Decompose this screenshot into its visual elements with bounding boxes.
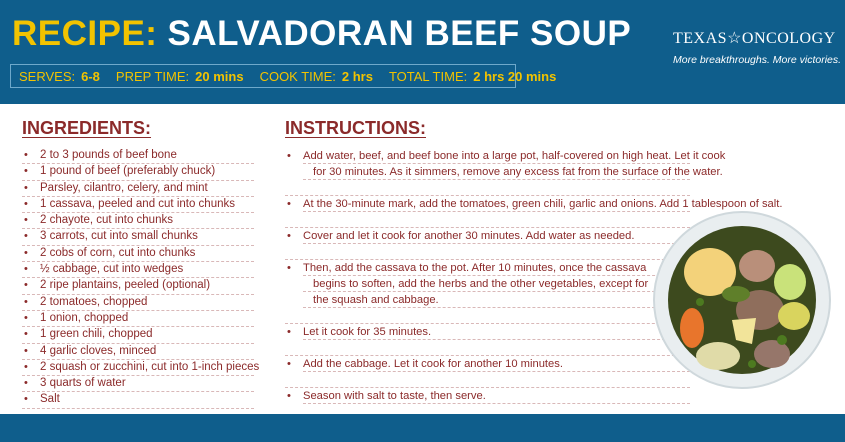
meta-total-time bbox=[389, 69, 556, 84]
instruction-line: for 30 minutes. As it simmers, remove any excess fat from the surface of the water. bbox=[303, 164, 690, 180]
ingredient-item: • 1 pound of beef (preferably chuck) bbox=[22, 164, 254, 180]
instruction-spacer bbox=[285, 340, 690, 356]
instructions-heading: INSTRUCTIONS: bbox=[285, 118, 426, 138]
soup-bowl-image bbox=[652, 210, 832, 390]
title-prefix: RECIPE: bbox=[12, 14, 158, 53]
instruction-spacer bbox=[285, 244, 690, 260]
footer-bar bbox=[0, 414, 845, 442]
instruction-line: • At the 30-minute mark, add the tomatoes, green chili, garlic and onions. Add 1 tablespoon of salt. bbox=[303, 198, 783, 210]
ingredient-item: • 2 cobs of corn, cut into chunks bbox=[22, 246, 254, 262]
ingredient-item: • 1 cassava, peeled and cut into chunks bbox=[22, 197, 254, 213]
instruction-line: • Cover and let it cook for another 30 minutes. Add water as needed. bbox=[303, 228, 690, 244]
instruction-line: • Add water, beef, and beef bone into a large pot, half-covered on high heat. Let it cook bbox=[303, 150, 726, 162]
meta-cook-time bbox=[260, 69, 373, 84]
instruction-line: • Season with salt to taste, then serve. bbox=[303, 388, 690, 404]
recipe-card bbox=[0, 104, 845, 414]
instruction-step bbox=[285, 356, 690, 372]
ingredient-item: • 2 to 3 pounds of beef bone bbox=[22, 148, 254, 164]
logo-name-left: TEXAS bbox=[673, 30, 728, 47]
instruction-spacer bbox=[285, 308, 690, 324]
ingredient-item: • 2 tomatoes, chopped bbox=[22, 295, 254, 311]
instruction-spacer bbox=[285, 372, 690, 388]
ingredient-item: • 2 squash or zucchini, cut into 1-inch pieces bbox=[22, 360, 254, 376]
meta-value: 2 hrs 20 mins bbox=[473, 68, 557, 84]
ingredients-list bbox=[22, 148, 260, 409]
instruction-step bbox=[285, 196, 783, 212]
meta-value: 20 mins bbox=[195, 68, 244, 84]
instructions-list bbox=[285, 148, 783, 404]
instruction-line: • Then, add the cassava to the pot. After 10 minutes, once the cassava bbox=[303, 260, 690, 276]
ingredient-item: • 4 garlic cloves, minced bbox=[22, 344, 254, 360]
meta-label: TOTAL TIME: bbox=[388, 68, 468, 84]
meta-serves bbox=[19, 69, 100, 84]
logo-tagline: More breakthroughs. More victories. bbox=[673, 54, 842, 66]
instruction-step bbox=[285, 228, 690, 244]
star-icon: ☆ bbox=[727, 30, 742, 47]
instruction-step bbox=[285, 148, 726, 180]
meta-label: SERVES: bbox=[19, 68, 76, 84]
ingredients-heading: INGREDIENTS: bbox=[22, 118, 152, 138]
ingredient-item: • Salt bbox=[22, 392, 254, 408]
ingredient-item: • 3 quarts of water bbox=[22, 376, 254, 392]
page-title bbox=[12, 14, 631, 54]
instruction-step bbox=[285, 324, 690, 340]
ingredient-item: • 1 green chili, chopped bbox=[22, 327, 254, 343]
logo-name bbox=[673, 28, 836, 48]
ingredient-item: • Parsley, cilantro, celery, and mint bbox=[22, 181, 254, 197]
instruction-line: begins to soften, add the herbs and the other vegetables, except for bbox=[303, 276, 690, 292]
instruction-spacer bbox=[285, 180, 690, 196]
texas-oncology-logo[interactable] bbox=[673, 16, 842, 76]
meta-label: COOK TIME: bbox=[259, 68, 336, 84]
meta-value: 6-8 bbox=[81, 68, 100, 84]
instruction-spacer bbox=[285, 212, 690, 228]
logo-name-right: ONCOLOGY bbox=[741, 30, 836, 47]
instruction-step bbox=[285, 388, 690, 404]
meta-label: PREP TIME: bbox=[115, 68, 190, 84]
instruction-line: the squash and cabbage. bbox=[303, 292, 690, 308]
meta-prep-time bbox=[116, 69, 244, 84]
ingredient-item: • 1 onion, chopped bbox=[22, 311, 254, 327]
instruction-line: • Add the cabbage. Let it cook for another 10 minutes. bbox=[303, 356, 690, 372]
instruction-line: • Let it cook for 35 minutes. bbox=[303, 324, 690, 340]
instruction-step bbox=[285, 260, 690, 308]
ingredient-item: • 3 carrots, cut into small chunks bbox=[22, 229, 254, 245]
recipe-meta-bar bbox=[10, 64, 557, 88]
ingredient-item: • 2 ripe plantains, peeled (optional) bbox=[22, 278, 254, 294]
ingredient-item: • 2 chayote, cut into chunks bbox=[22, 213, 254, 229]
title-main: SALVADORAN BEEF SOUP bbox=[167, 14, 632, 53]
meta-value: 2 hrs bbox=[341, 68, 373, 84]
ingredient-item: • ½ cabbage, cut into wedges bbox=[22, 262, 254, 278]
header-banner bbox=[0, 0, 845, 104]
